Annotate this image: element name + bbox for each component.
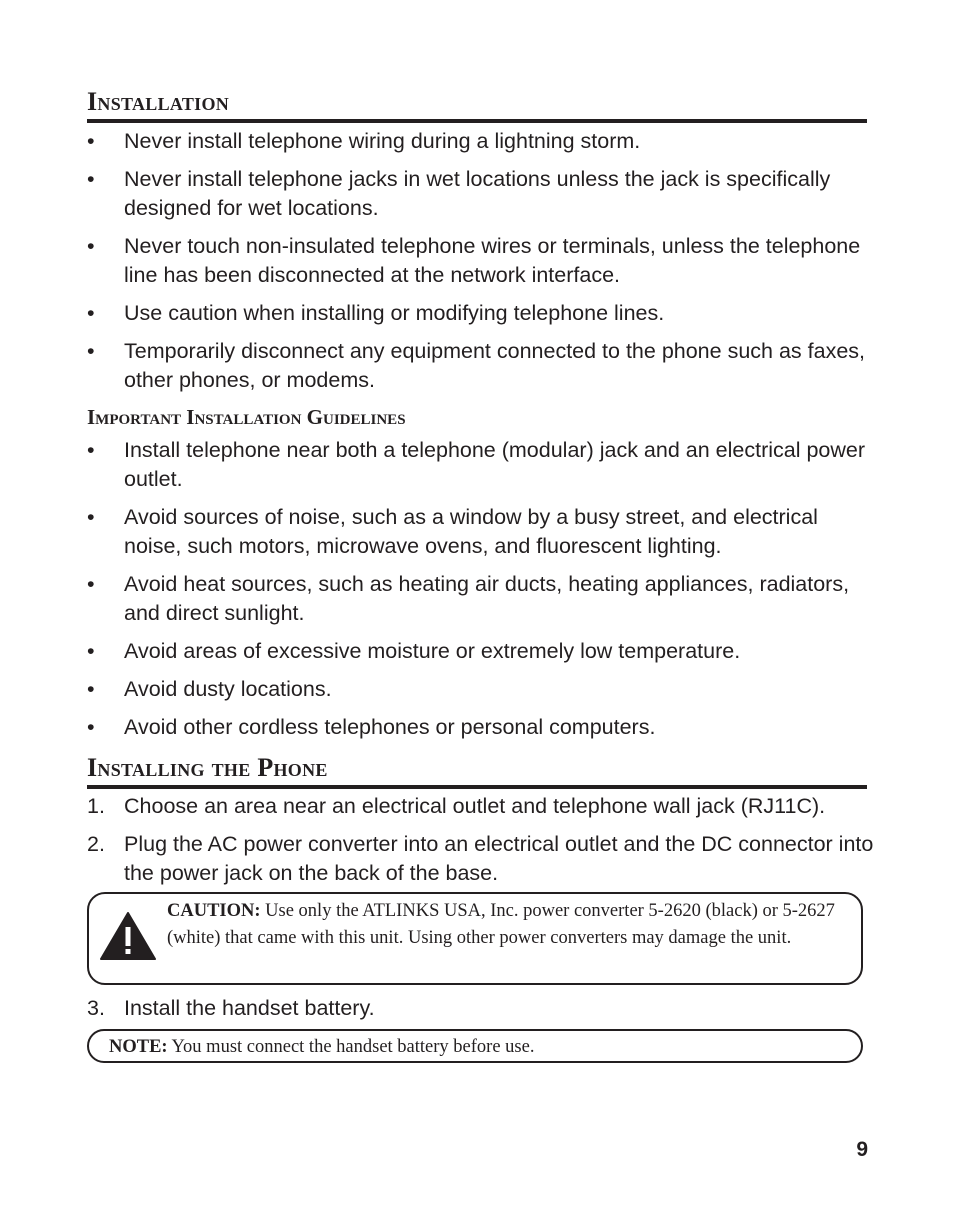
step-item — [87, 830, 877, 888]
bullet-marker: • — [87, 339, 95, 363]
list-item — [87, 713, 877, 742]
list-item-text: Avoid sources of noise, such as a window by a busy street, and electrical noise, such motors, microwave ovens, and fluorescent lighting. — [124, 505, 818, 558]
list-item-text: Avoid dusty locations. — [124, 677, 332, 701]
bullet-marker: • — [87, 639, 95, 663]
list-item-text: Never install telephone wiring during a lightning storm. — [124, 129, 641, 153]
step-item — [87, 994, 877, 1023]
list-item-text: Never touch non-insulated telephone wires or terminals, unless the telephone line has been disconnected at the network interface. — [124, 234, 861, 287]
list-item — [87, 127, 877, 156]
caution-box — [87, 892, 863, 985]
list-item — [87, 503, 877, 561]
list-item-text: Avoid other cordless telephones or personal computers. — [124, 715, 656, 739]
bullet-marker: • — [87, 301, 95, 325]
step-number: 3. — [87, 996, 105, 1020]
caution-text — [167, 898, 847, 952]
section-rule — [87, 785, 867, 789]
list-item — [87, 436, 877, 494]
bullet-marker: • — [87, 715, 95, 739]
section-heading-installation: Installation — [87, 87, 230, 116]
caution-message: Use only the ATLINKS USA, Inc. power converter 5-2620 (black) or 5-2627 (white) that came with this unit. Using other power converters may damage the unit. — [167, 901, 835, 948]
warning-triangle-icon — [99, 911, 157, 961]
bullet-marker: • — [87, 234, 95, 258]
list-item-text: Use caution when installing or modifying telephone lines. — [124, 301, 665, 325]
installation-steps — [87, 792, 877, 888]
list-item-text: Install telephone near both a telephone (modular) jack and an electrical power outlet. — [124, 438, 866, 491]
section-rule — [87, 119, 867, 123]
installation-list — [87, 127, 877, 395]
installation-steps-continued — [87, 994, 877, 1023]
section-heading-installing-phone: Installing the Phone — [87, 753, 328, 782]
list-item-text: Temporarily disconnect any equipment connected to the phone such as faxes, other phones, or modems. — [124, 339, 866, 392]
page-number: 9 — [856, 1138, 868, 1161]
bullet-marker: • — [87, 677, 95, 701]
note-box — [87, 1029, 863, 1063]
list-item — [87, 675, 877, 704]
step-text: Plug the AC power converter into an electrical outlet and the DC connector into the power jack on the back of the base. — [124, 832, 874, 885]
caution-label: CAUTION: — [167, 901, 261, 921]
bullet-marker: • — [87, 438, 95, 462]
note-text — [109, 1033, 849, 1061]
bullet-marker: • — [87, 572, 95, 596]
list-item-text: Never install telephone jacks in wet locations unless the jack is specifically designed for wet locations. — [124, 167, 831, 220]
bullet-marker: • — [87, 129, 95, 153]
bullet-marker: • — [87, 505, 95, 529]
step-number: 1. — [87, 794, 105, 818]
step-text: Install the handset battery. — [124, 996, 375, 1020]
list-item — [87, 232, 877, 290]
list-item — [87, 637, 877, 666]
bullet-marker: • — [87, 167, 95, 191]
list-item — [87, 570, 877, 628]
list-item — [87, 299, 877, 328]
list-item — [87, 165, 877, 223]
step-number: 2. — [87, 832, 105, 856]
note-message: You must connect the handset battery before use. — [171, 1037, 535, 1057]
list-item-text: Avoid areas of excessive moisture or extremely low temperature. — [124, 639, 741, 663]
step-text: Choose an area near an electrical outlet and telephone wall jack (RJ11C). — [124, 794, 826, 818]
note-label: NOTE: — [109, 1037, 168, 1057]
step-item — [87, 792, 877, 821]
list-item — [87, 337, 877, 395]
subsection-heading-guidelines: Important Installation Guidelines — [87, 405, 406, 429]
guidelines-list — [87, 436, 877, 742]
list-item-text: Avoid heat sources, such as heating air ducts, heating appliances, radiators, and direct sunlight. — [124, 572, 850, 625]
